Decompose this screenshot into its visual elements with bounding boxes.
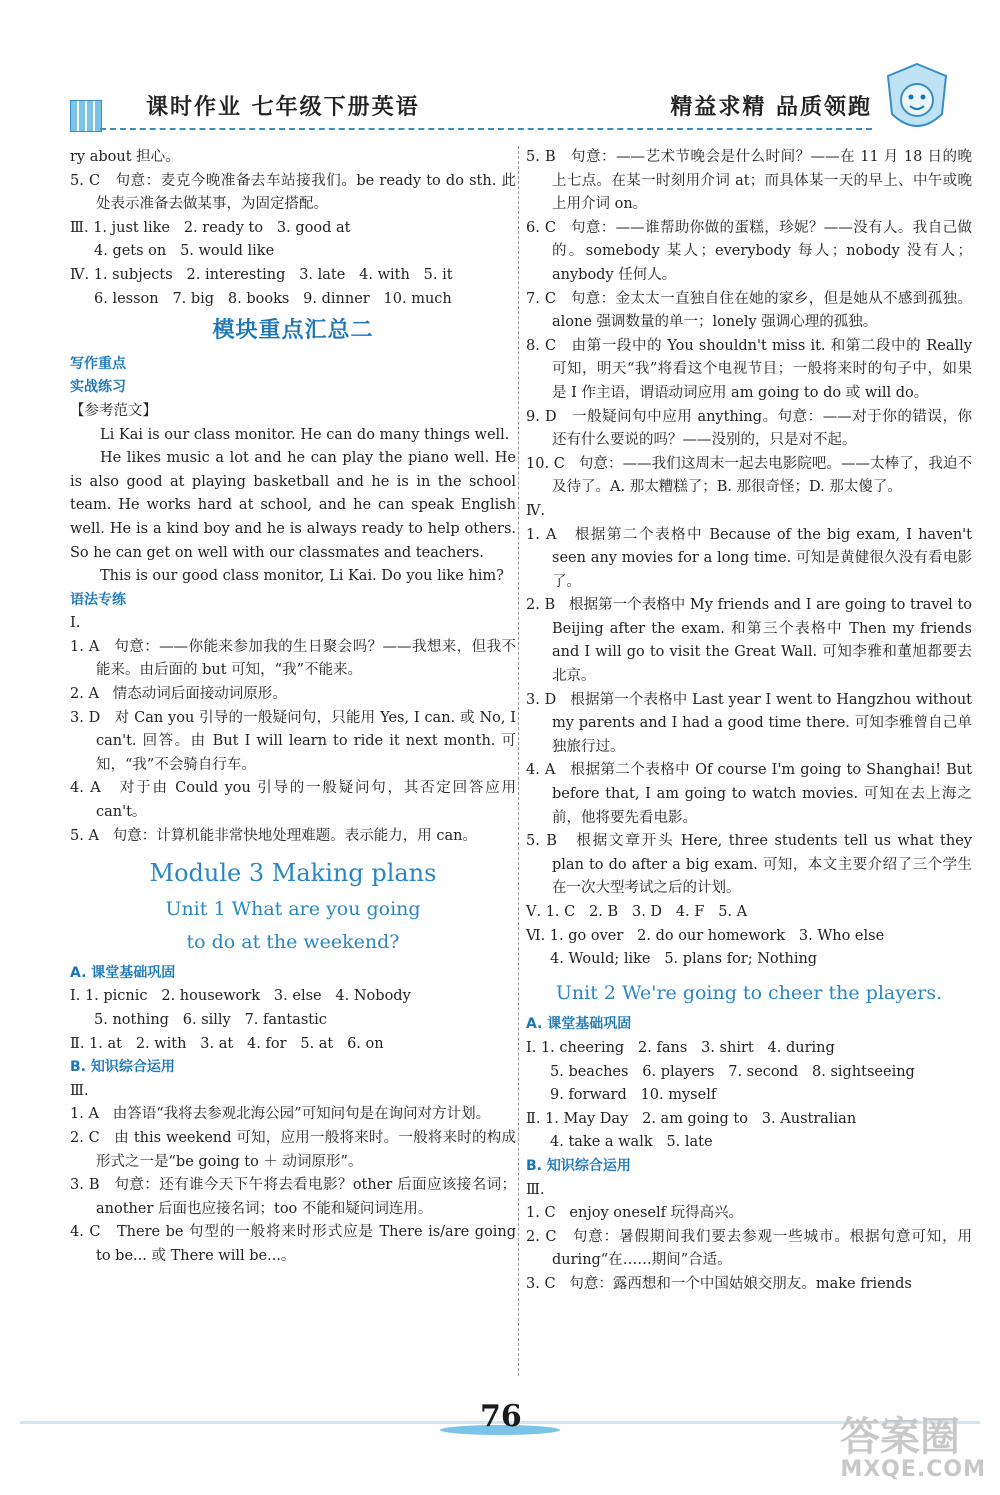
answer-item: 5. B 根据文章开头 Here, three students tell us what they plan to do after a big exam. 可知，本文主要介绍了三个学生在一次大型考试之后的计划。 bbox=[526, 833, 977, 897]
answer-item: 3. C 句意：露西想和一个中国姑娘交朋友。make friends bbox=[526, 1275, 912, 1292]
answer-item: 2. B 根据第一个表格中 My friends and I are going to travel to Beijing after the exam. 和第三个表格中 Then my friends and I will go to visit the Great Wall. 可知李雅和董旭都要去北京。 bbox=[526, 597, 977, 685]
text-line: ry about 担心。 bbox=[70, 149, 180, 165]
section-heading: A. 课堂基础巩固 bbox=[70, 964, 176, 981]
essay-paragraph: He likes music a lot and he can play the piano well. He is also good at playing basketball and he is in the school team. He works hard at school, and he can speak English well. He is a kind boy and he is always ready to help others. So he can get on well with our classmates and teachers. bbox=[70, 450, 521, 561]
text-line: 5. nothing 6. silly 7. fantastic bbox=[94, 1012, 327, 1028]
answer-item: 3. B 句意：还有谁今天下午将去看电影？other 后面应该接名词；another 后面也应接名词；too 不能和疑问词连用。 bbox=[70, 1177, 516, 1217]
answer-item: 2. C 句意：暑假期间我们要去参观一些城市。根据句意可知，用 during“在……期间”合适。 bbox=[526, 1228, 977, 1269]
text-line: Ⅰ. 1. cheering 2. fans 3. shirt 4. during bbox=[526, 1039, 835, 1056]
answer-item: 5. C 句意：麦克今晚准备去车站接我们。be ready to do sth. 此处表示准备去做某事，为固定搭配。 bbox=[70, 172, 516, 213]
text-line: 4. gets on 5. would like bbox=[94, 243, 275, 260]
answer-item: 2. C 由 this weekend 可知，应用一般将来时。一般将来时的构成形式之一是“be going to ＋ 动词原形”。 bbox=[70, 1129, 516, 1170]
section-heading: B. 知识综合运用 bbox=[70, 1059, 175, 1076]
answer-item: 1. A 根据第二个表格中 Because of the big exam, I haven't seen any movies for a long time. 可知是黄健很久没有看电影了。 bbox=[526, 526, 977, 590]
answer-item: 6. C 句意：——谁帮助你做的蛋糕，珍妮？——没有人。我自己做的。somebody 某人；everybody 每人；nobody 没有人；anybody 任何人。 bbox=[526, 219, 972, 283]
header-rule bbox=[100, 128, 872, 130]
text-line: 4. Would; like 5. plans for; Nothing bbox=[550, 951, 818, 968]
section-heading: B. 知识综合运用 bbox=[526, 1157, 631, 1174]
answer-item: 1. C enjoy oneself 玩得高兴。 bbox=[526, 1205, 744, 1222]
watermark bbox=[790, 1395, 990, 1490]
answer-item: 10. C 句意：——我们这周末一起去电影院吧。——太棒了，我迫不及待了。A. 那太糟糕了；B. 那很奇怪；D. 那太傻了。 bbox=[526, 455, 972, 496]
answer-item: 4. A 对于由 Could you 引导的一般疑问句，其否定回答应用 can't。 bbox=[70, 780, 521, 821]
text-line: Ⅲ. 1. just like 2. ready to 3. good at bbox=[70, 219, 351, 236]
mascot-badge-icon bbox=[884, 62, 950, 140]
text-line: Ⅲ. bbox=[70, 1082, 89, 1099]
answer-item: 8. C 由第一段中的 You shouldn't miss it. 和第二段中的 Really 可知，明天“我”将看这个电视节目；一般将来时的句子中，如果是 I 作主语，谓语动词应用 am going to do 或 will do。 bbox=[526, 337, 977, 401]
left-column bbox=[70, 146, 521, 1269]
text-line: 5. beaches 6. players 7. second 8. sightseeing bbox=[550, 1063, 915, 1080]
answer-item: 5. A 句意：计算机能非常快地处理难题。表示能力，用 can。 bbox=[70, 827, 477, 844]
answer-item: 1. A 由答语“我将去参观北海公园”可知问句是在询问对方计划。 bbox=[70, 1106, 491, 1123]
text-line: Ⅵ. 1. go over 2. do our homework 3. Who else bbox=[526, 927, 885, 944]
answer-item: 1. A 句意：——你能来参加我的生日聚会吗？——我想来，但我不能来。由后面的 but 可知，“我”不能来。 bbox=[70, 638, 516, 679]
text-line: 4. take a walk 5. late bbox=[550, 1134, 713, 1151]
answer-item: 4. C There be 句型的一般将来时形式应是 There is/are going to be... 或 There will be...。 bbox=[70, 1224, 521, 1264]
right-column bbox=[526, 146, 977, 1297]
text-line: Ⅳ. 1. subjects 2. interesting 3. late 4. with 5. it bbox=[70, 266, 453, 283]
text-line: 【参考范文】 bbox=[70, 402, 157, 419]
block-title: 模块重点汇总二 bbox=[212, 318, 374, 344]
answer-item: 2. A 情态动词后面接动词原形。 bbox=[70, 686, 287, 703]
unit-title: to do at the weekend? bbox=[186, 930, 400, 953]
page-number: 76 bbox=[480, 1399, 522, 1434]
series-title: 课时作业 七年级下册英语 bbox=[146, 95, 420, 120]
text-line: Ⅱ. 1. at 2. with 3. at 4. for 5. at 6. on bbox=[70, 1035, 384, 1052]
answer-item: 4. A 根据第二个表格中 Of course I'm going to Shanghai! But before that, I am going to watch movies. 可知在去上海之前，他将要先看电影。 bbox=[526, 762, 977, 826]
answer-item: 3. D 对 Can you 引导的一般疑问句，只能用 Yes, I can. 或 No, I can't. 回答。由 But I will learn to ride it next month. 可知，“我”不会骑自行车。 bbox=[70, 709, 521, 773]
text-line: Ⅴ. 1. C 2. B 3. D 4. F 5. A bbox=[526, 904, 748, 920]
page-header bbox=[60, 62, 960, 142]
unit-title: Unit 1 What are you going bbox=[165, 897, 421, 920]
text-line: 9. forward 10. myself bbox=[550, 1087, 717, 1104]
essay-paragraph: Li Kai is our class monitor. He can do many things well. bbox=[100, 426, 510, 443]
answer-item: 5. B 句意：——艺术节晚会是什么时间？——在 11 月 18 日的晚上七点。在某一时刻用介词 at；而具体某一天的早上、中午或晚上用介词 on。 bbox=[526, 149, 972, 213]
slogan: 精益求精 品质领跑 bbox=[670, 95, 872, 120]
module-title: Module 3 Making plans bbox=[149, 859, 437, 888]
text-line: Ⅱ. 1. May Day 2. am going to 3. Australian bbox=[526, 1110, 857, 1127]
section-heading: 实战练习 bbox=[70, 379, 126, 396]
section-heading: 写作重点 bbox=[70, 355, 126, 372]
text-line: Ⅳ. bbox=[526, 502, 546, 519]
essay-paragraph: This is our good class monitor, Li Kai. Do you like him? bbox=[100, 568, 504, 585]
text-line: Ⅰ. 1. picnic 2. housework 3. else 4. Nobody bbox=[70, 988, 411, 1005]
text-line: Ⅲ. bbox=[526, 1181, 545, 1198]
answer-item: 9. D 一般疑问句中应用 anything。句意：——对于你的错误，你还有什么要说的吗？——没别的，只是对不起。 bbox=[526, 408, 972, 449]
unit-title: Unit 2 We're going to cheer the players. bbox=[555, 981, 943, 1004]
section-heading: A. 课堂基础巩固 bbox=[526, 1016, 632, 1033]
answer-item: 3. D 根据第一个表格中 Last year I went to Hangzhou without my parents and I had a good time there. 可知李雅曾自己单独旅行过。 bbox=[526, 691, 977, 755]
answer-item: 7. C 句意：金太太一直独自住在她的家乡，但是她从不感到孤独。alone 强调数量的单一；lonely 强调心理的孤独。 bbox=[526, 290, 972, 331]
text-line: Ⅰ. bbox=[70, 615, 81, 632]
column-divider bbox=[518, 146, 519, 1376]
text-line: 6. lesson 7. big 8. books 9. dinner 10. much bbox=[94, 290, 452, 307]
book-logo-icon bbox=[70, 100, 102, 132]
watermark-url: MXQE.COM bbox=[840, 1457, 986, 1482]
section-heading: 语法专练 bbox=[70, 591, 126, 608]
watermark-logo: 答案圈 bbox=[840, 1414, 960, 1460]
